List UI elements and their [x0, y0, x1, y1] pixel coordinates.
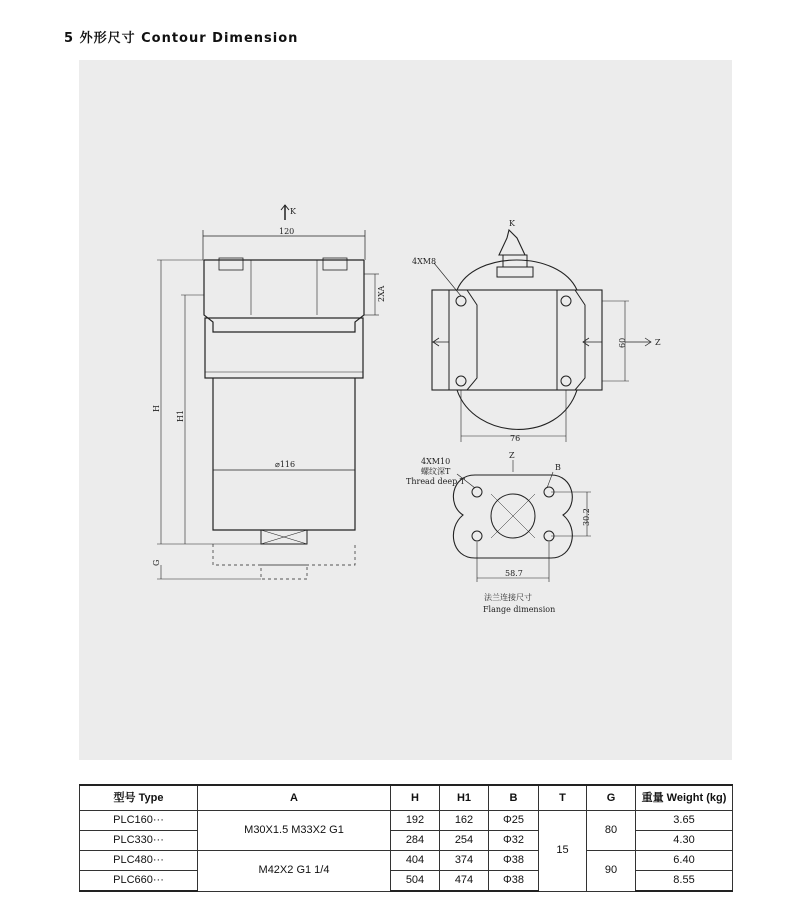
cell-h1: 374	[440, 851, 489, 871]
flange-view	[453, 460, 591, 582]
dim-h-label: H	[152, 405, 161, 412]
bolt-4xm8-label: 4XM8	[412, 257, 437, 266]
table-header-row	[80, 785, 733, 811]
cell-weight: 4.30	[636, 831, 733, 851]
cell-type: PLC660···	[80, 871, 198, 892]
side-k-label: K	[509, 219, 515, 228]
dim-2xa-label: 2XA	[377, 285, 386, 302]
table-row	[80, 811, 733, 831]
contour-drawing	[79, 60, 732, 760]
dim-h1-label: H1	[176, 409, 185, 422]
cell-h1: 474	[440, 871, 489, 892]
flange-b-label: B	[555, 463, 561, 472]
dim-302-label: 30.2	[582, 508, 591, 526]
cell-b: Φ38	[489, 871, 539, 892]
cell-b: Φ32	[489, 831, 539, 851]
section-k-label: K	[290, 207, 296, 216]
cell-weight: 6.40	[636, 851, 733, 871]
cell-a: M30X1.5 M33X2 G1	[198, 811, 391, 851]
table-row	[80, 871, 733, 892]
header-h1: H1	[440, 785, 489, 811]
contour-drawing-panel	[79, 60, 732, 760]
thread-size-label: 4XM10	[421, 457, 451, 466]
header-weight: 重量 Weight (kg)	[636, 785, 733, 811]
header-type: 型号 Type	[80, 785, 198, 811]
cell-t: 15	[539, 811, 587, 892]
cell-g: 80	[587, 811, 636, 851]
cell-b: Φ25	[489, 811, 539, 831]
cell-type: PLC160···	[80, 811, 198, 831]
cell-h1: 254	[440, 831, 489, 851]
flange-caption-en: Flange dimension	[483, 605, 556, 614]
specification-table	[79, 784, 733, 892]
cell-weight: 8.55	[636, 871, 733, 892]
header-t: T	[539, 785, 587, 811]
header-a: A	[198, 785, 391, 811]
table-row	[80, 831, 733, 851]
cell-h1: 162	[440, 811, 489, 831]
cell-a: M42X2 G1 1/4	[198, 851, 391, 892]
cell-type: PLC330···	[80, 831, 198, 851]
z-arrow-label: Z	[655, 338, 661, 347]
cell-h: 284	[391, 831, 440, 851]
dim-diameter-label: ⌀116	[275, 460, 296, 469]
cell-h: 404	[391, 851, 440, 871]
header-g: G	[587, 785, 636, 811]
cell-h: 192	[391, 811, 440, 831]
thread-depth-en-label: Thread deep T	[406, 477, 466, 486]
page-title: 5 外形尺寸 Contour Dimension	[64, 31, 299, 46]
table-row	[80, 851, 733, 871]
dim-60-label: 60	[618, 337, 627, 348]
dim-76-label: 76	[510, 434, 521, 443]
cell-weight: 3.65	[636, 811, 733, 831]
front-view	[157, 205, 379, 579]
dim-587-label: 58.7	[505, 569, 523, 578]
header-h: H	[391, 785, 440, 811]
thread-depth-cn-label: 螺纹深T	[421, 467, 451, 476]
cell-b: Φ38	[489, 851, 539, 871]
cell-type: PLC480···	[80, 851, 198, 871]
cell-h: 504	[391, 871, 440, 892]
cell-g: 90	[587, 851, 636, 892]
header-b: B	[489, 785, 539, 811]
dim-g-label: G	[152, 559, 161, 566]
side-view	[432, 230, 651, 442]
dim-120-label: 120	[279, 227, 295, 236]
flange-z-label: Z	[509, 451, 515, 460]
flange-caption-cn: 法兰连接尺寸	[484, 593, 532, 602]
